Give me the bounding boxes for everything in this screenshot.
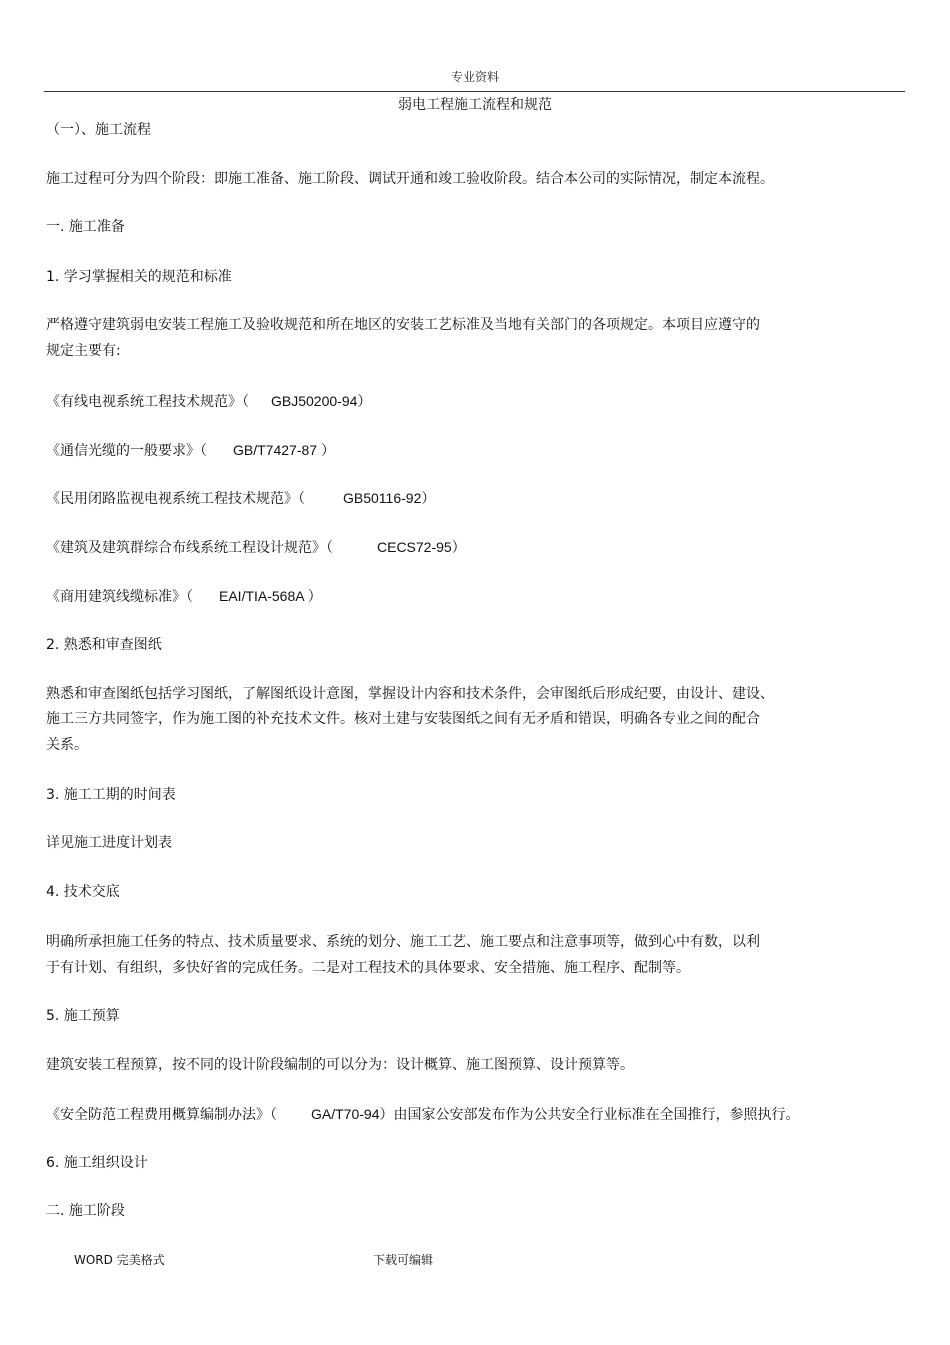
part1-heading: 一. 施工准备 (46, 219, 125, 235)
item2-text-line-2: 施工三方共同签字，作为施工图的补充技术文件。核对土建与安装图纸之间有无矛盾和错误，明确各专业之间的配合 (46, 711, 760, 727)
item4-text-line-1: 明确所承担施工任务的特点、技术质量要求、系统的划分、施工工艺、施工要点和注意事项等，做到心中有数，以利 (46, 934, 760, 950)
standard-4-name: 《建筑及建筑群综合布线系统工程设计规范》（ (46, 540, 333, 556)
standard-3-code: GB50116-92） (343, 490, 436, 506)
footer-right-label: 下载可编辑 (373, 1253, 434, 1267)
document-title: 弱电工程施工流程和规范 (398, 97, 552, 113)
item4-text-line-2: 于有计划、有组织，多快好省的完成任务。二是对工程技术的具体要求、安全措施、施工程序、配制等。 (46, 960, 690, 976)
item5-heading: 5. 施工预算 (46, 1008, 120, 1024)
standard-4 (46, 535, 466, 560)
standard-5-code: EAI/TIA-568A ） (219, 588, 322, 604)
standard-2-code: GB/T7427-87 ） (233, 442, 335, 458)
standard-3 (46, 486, 435, 511)
standard-2-name: 《通信光缆的一般要求》（ (46, 443, 207, 459)
footer-left-label: WORD 完美格式 (74, 1253, 165, 1267)
item1-text-line-1: 严格遵守建筑弱电安装工程施工及验收规范和所在地区的安装工艺标准及当地有关部门的各项规定。本项目应遵守的 (46, 317, 760, 333)
item1-text-line-2: 规定主要有: (46, 343, 121, 359)
item5-standard (46, 1102, 799, 1127)
item5-standard-rest: ）由国家公安部发布作为公共安全行业标准在全国推行，参照执行。 (379, 1107, 800, 1123)
item6-heading: 6. 施工组织设计 (46, 1155, 148, 1171)
page-header-label: 专业资料 (450, 70, 499, 84)
item2-text-line-3: 关系。 (46, 737, 88, 753)
item2-heading: 2. 熟悉和审查图纸 (46, 637, 162, 653)
standard-3-name: 《民用闭路监视电视系统工程技术规范》（ (46, 491, 305, 507)
section-heading: （一）、施工流程 (46, 122, 151, 138)
standard-1-code: GBJ50200-94） (271, 393, 372, 409)
item3-text: 详见施工进度计划表 (46, 835, 172, 851)
item5-standard-name: 《安全防范工程费用概算编制办法》（ (46, 1107, 277, 1123)
item5-text: 建筑安装工程预算，按不同的设计阶段编制的可以分为：设计概算、施工图预算、设计预算等。 (46, 1057, 634, 1073)
standard-1-name: 《有线电视系统工程技术规范》（ (46, 394, 249, 410)
item2-text-line-1: 熟悉和审查图纸包括学习图纸，了解图纸设计意图，掌握设计内容和技术条件，会审图纸后形成纪要，由设计、建设、 (46, 686, 774, 702)
standard-4-code: CECS72-95） (377, 539, 466, 555)
item3-heading: 3. 施工工期的时间表 (46, 787, 176, 803)
item1-heading: 1. 学习掌握相关的规范和标准 (46, 269, 232, 285)
item4-heading: 4. 技术交底 (46, 884, 120, 900)
standard-5 (46, 584, 322, 609)
intro-paragraph: 施工过程可分为四个阶段：即施工准备、施工阶段、调试开通和竣工验收阶段。结合本公司的实际情况，制定本流程。 (46, 171, 774, 187)
item5-standard-code: GA/T70-94 (311, 1106, 380, 1122)
standard-5-name: 《商用建筑线缆标准》（ (46, 589, 193, 605)
header-divider (44, 91, 905, 92)
standard-1 (46, 389, 371, 414)
standard-2 (46, 438, 335, 463)
part2-heading: 二. 施工阶段 (46, 1203, 125, 1219)
